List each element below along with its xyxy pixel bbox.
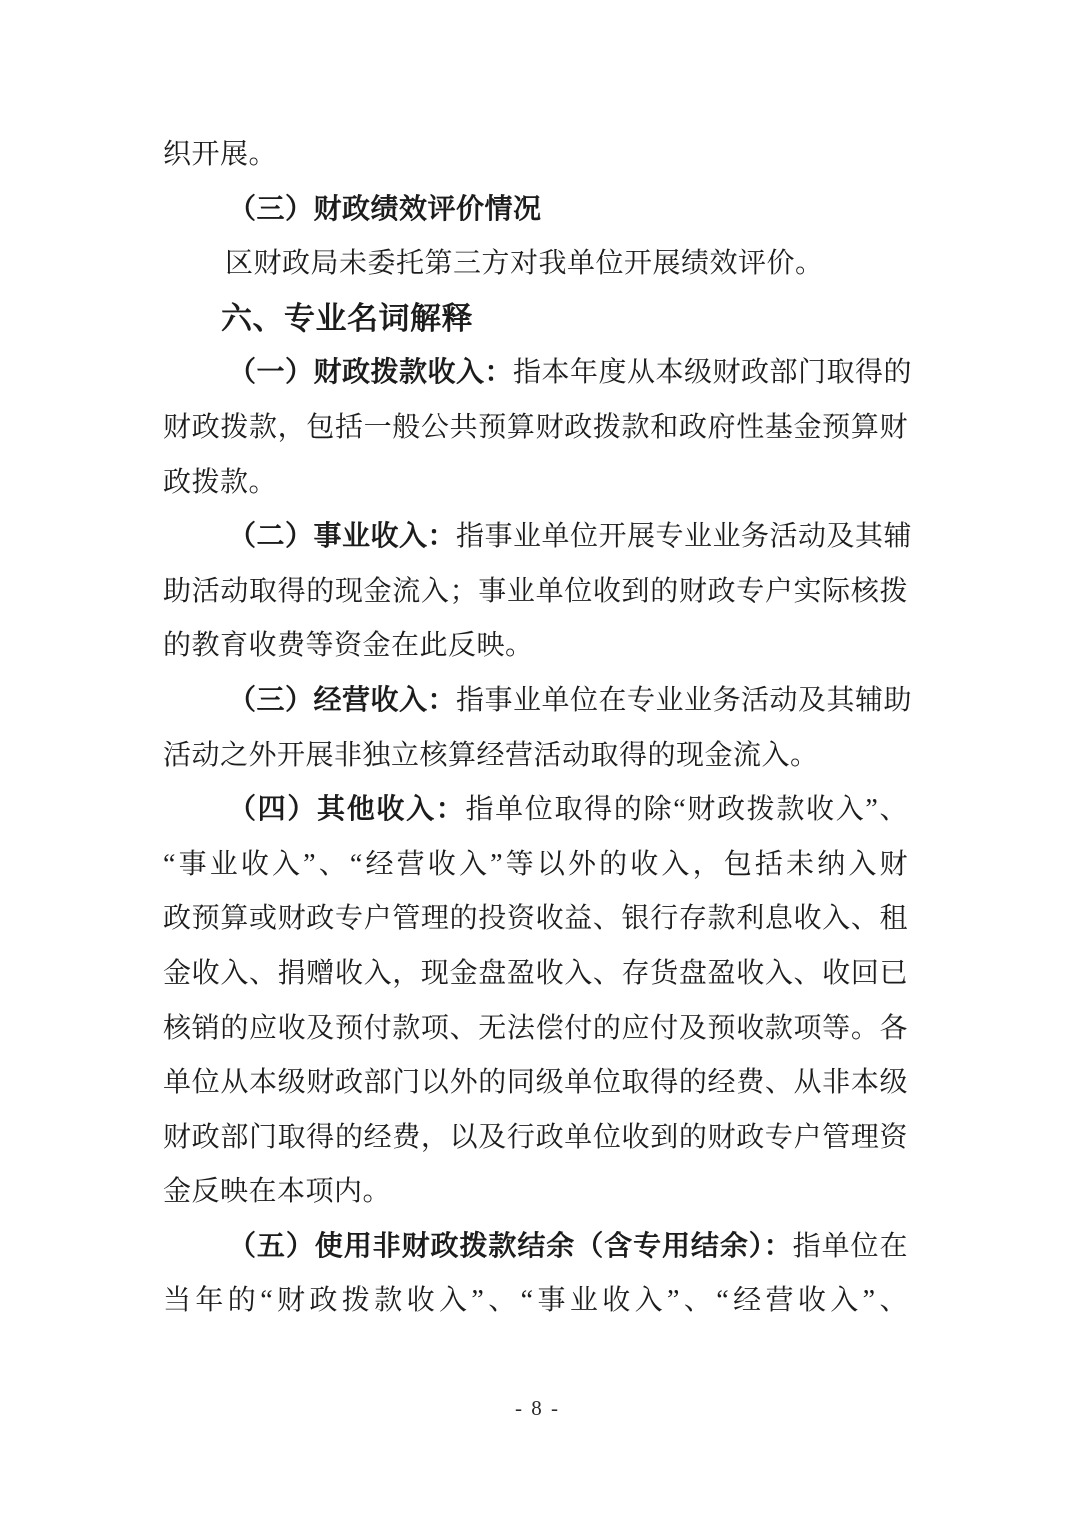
text-run: 的教育收费等资金在此反映。: [163, 630, 534, 662]
text-line: [163, 729, 908, 784]
text-run: 织开展。: [163, 139, 278, 170]
text-run: 活动之外开展非独立核算经营活动取得的现金流入。: [163, 739, 819, 771]
text-line: [163, 619, 908, 674]
text-run: 六、专业名词解释: [221, 300, 473, 336]
text-run: 指本年度从本级财政部门取得的: [513, 357, 913, 389]
text-line: [163, 510, 913, 565]
text-run: （一）财政拨款收入：: [228, 357, 514, 389]
text-run: 金收入、捐赠收入，现金盘盈收入、存货盘盈收入、收回已: [163, 957, 908, 989]
text-run: 指事业单位在专业业务活动及其辅助: [456, 684, 913, 716]
text-line: [163, 128, 908, 183]
text-run: 指事业单位开展专业业务活动及其辅: [456, 521, 913, 553]
text-line: [163, 1165, 908, 1220]
text-line: [163, 783, 908, 838]
text-line: [163, 401, 908, 456]
text-run: 政拨款。: [163, 466, 278, 498]
text-run: 区财政局未委托第三方对我单位开展绩效评价。: [225, 248, 824, 280]
text-run: “事业收入”、“经营收入”等以外的收入，包括未纳入财: [163, 848, 908, 880]
text-run: 财政拨款，包括一般公共预算财政拨款和政府性基金预算财: [163, 411, 908, 443]
heading-line: [163, 183, 908, 238]
text-run: 政预算或财政专户管理的投资收益、银行存款利息收入、租: [163, 903, 908, 935]
text-run: （五）使用非财政拨款结余（含专用结余）：: [228, 1230, 793, 1262]
text-run: 核销的应收及预付款项、无法偿付的应付及预收款项等。各: [163, 1012, 908, 1044]
text-line: [163, 1111, 908, 1166]
text-line: [163, 237, 908, 292]
text-line: [163, 947, 908, 1002]
text-run: 金反映在本项内。: [163, 1176, 392, 1208]
text-line: [163, 1220, 908, 1275]
text-line: [163, 838, 908, 893]
text-run: 指单位取得的除“财政拨款收入”、: [465, 794, 908, 826]
text-line: [163, 456, 908, 511]
text-line: [163, 565, 908, 620]
text-line: [163, 346, 913, 401]
text-run: 指单位在: [792, 1230, 908, 1262]
page-number: - 8 -: [515, 1396, 560, 1420]
text-run: （二）事业收入：: [228, 521, 457, 553]
text-run: 当年的“财政拨款收入”、“事业收入”、“经营收入”、: [163, 1285, 908, 1317]
text-line: [163, 892, 908, 947]
text-line: [163, 674, 913, 729]
text-run: （三）财政绩效评价情况: [228, 193, 542, 225]
text-line: [163, 1274, 908, 1329]
text-run: 助活动取得的现金流入；事业单位收到的财政专户实际核拨: [163, 575, 908, 607]
document-body: [163, 128, 913, 1329]
text-run: （四）其他收入：: [228, 794, 466, 826]
text-line: [163, 1056, 908, 1111]
heading-line: [163, 292, 908, 347]
text-line: [163, 1002, 908, 1057]
text-run: 单位从本级财政部门以外的同级单位取得的经费、从非本级: [163, 1067, 908, 1099]
text-run: （三）经营收入：: [228, 684, 457, 716]
text-run: 财政部门取得的经费，以及行政单位收到的财政专户管理资: [163, 1121, 908, 1153]
